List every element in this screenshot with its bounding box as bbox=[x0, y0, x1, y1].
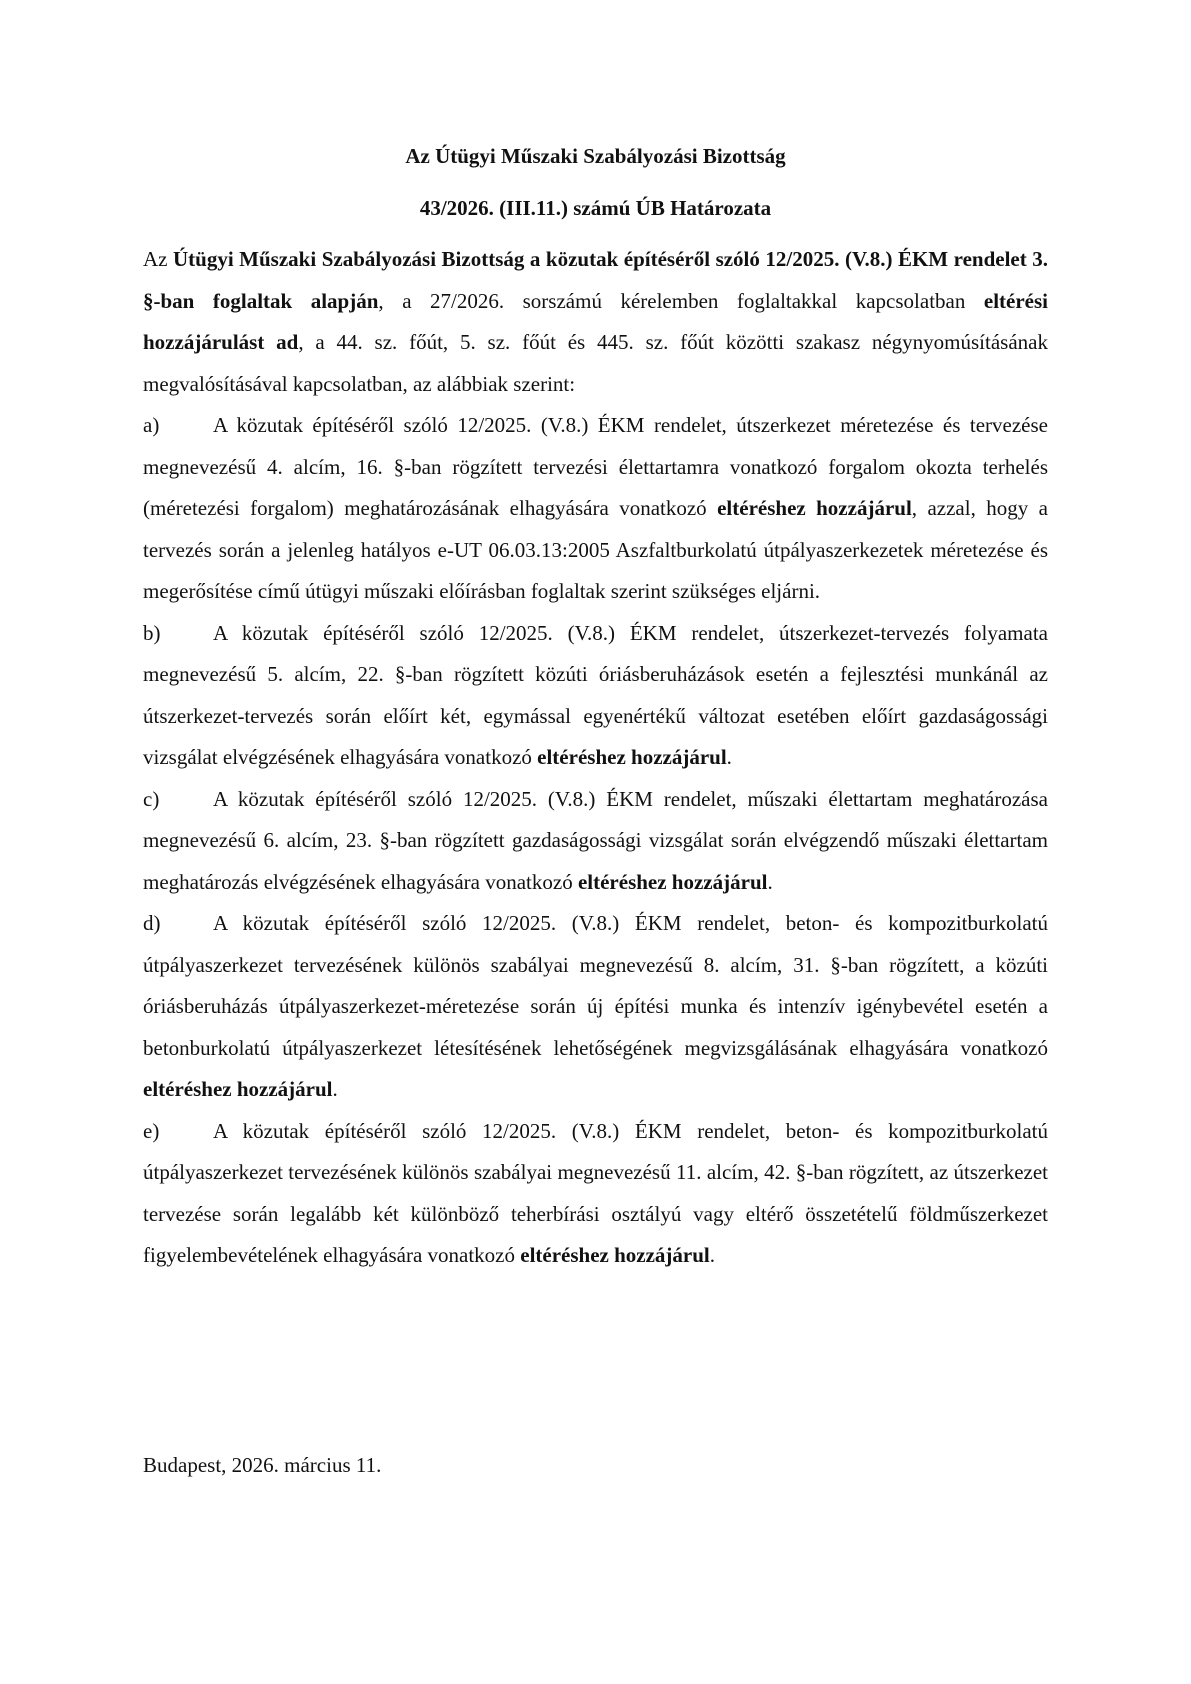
place-and-date: Budapest, 2026. március 11. bbox=[143, 1453, 382, 1477]
item-marker: a) bbox=[143, 413, 160, 437]
item-text: A közutak építéséről szóló 12/2025. (V.8.) ÉKM rendelet, műszaki élettartam meghatározása megnevezésű 6. alcím, 23. §-ban rögzített gazdaságossági vizsgálat során elvégzendő műszaki élettartam meghatározás elvégzésének elhagyására vonatkozó bbox=[143, 786, 1048, 894]
list-item bbox=[143, 779, 1048, 904]
document-title: Az Útügyi Műszaki Szabályozási Bizottság bbox=[405, 144, 786, 168]
intro-text-2: , a 27/2026. sorszámú kérelemben foglaltakkal kapcsolatban bbox=[378, 288, 984, 313]
item-text: A közutak építéséről szóló 12/2025. (V.8.) ÉKM rendelet, beton- és kompozitburkolatú útpályaszerkezet tervezésének különös szabályai megnevezésű 8. alcím, 31. §-ban rögzített, a közúti óriásberuházás útpályaszerkezet-méretezése során új építési munka és intenzív igénybevétel esetén a betonburkolatú útpályaszerkezet létesítésének lehetőségének megvizsgálásának elhagyására vonatkozó bbox=[143, 911, 1048, 1060]
decision-list bbox=[143, 405, 1048, 1277]
intro-text-3: , a 44. sz. főút, 5. sz. főút és 445. sz. főút közötti szakasz négynyomúsításának megvalósításával kapcsolatban, az alábbiak szerint: bbox=[143, 330, 1048, 396]
item-tail: . bbox=[709, 1243, 716, 1267]
item-text: A közutak építéséről szóló 12/2025. (V.8.) ÉKM rendelet, útszerkezet méretezése és tervezése megnevezésű 4. alcím, 16. §-ban rögzített tervezési élettartamra vonatkozó forgalom okozta terhelés (méretezési forgalom) meghatározásának elhagyására vonatkozó bbox=[143, 413, 1048, 520]
intro-text-1: Az bbox=[143, 247, 173, 271]
item-marker: d) bbox=[143, 911, 161, 935]
intro-paragraph bbox=[143, 239, 1048, 405]
resolution-number: 43/2026. (III.11.) számú ÚB Határozata bbox=[419, 196, 772, 220]
item-bold: eltéréshez hozzájárul bbox=[520, 1243, 710, 1267]
item-tail: . bbox=[332, 1077, 338, 1101]
list-item bbox=[143, 1111, 1048, 1277]
item-marker: e) bbox=[143, 1118, 160, 1143]
item-tail: . bbox=[726, 745, 732, 769]
item-marker: b) bbox=[143, 620, 161, 645]
list-item bbox=[143, 405, 1048, 613]
item-text: A közutak építéséről szóló 12/2025. (V.8.) ÉKM rendelet, beton- és kompozitburkolatú útpályaszerkezet tervezésének különös szabályai megnevezésű 11. alcím, 42. §-ban rögzített, az útszerkezet tervezése során legalább két különböző teherbírási osztályú vagy eltérő összetételű földműszerkezet figyelembevételének elhagyására vonatkozó bbox=[143, 1118, 1048, 1267]
list-item bbox=[143, 613, 1048, 779]
item-marker: c) bbox=[143, 786, 160, 811]
item-bold: eltéréshez hozzájárul bbox=[717, 496, 912, 520]
item-tail: . bbox=[767, 869, 773, 894]
item-bold: eltéréshez hozzájárul bbox=[537, 745, 727, 769]
item-tail: , azzal, hogy a tervezés során a jelenleg hatályos e-UT 06.03.13:2005 Aszfaltburkolatú útpályaszerkezetek méretezése és megerősítése című útügyi műszaki előírásban foglaltak szerint szükséges eljárni. bbox=[143, 496, 1048, 603]
item-text: A közutak építéséről szóló 12/2025. (V.8.) ÉKM rendelet, útszerkezet-tervezés folyamata megnevezésű 5. alcím, 22. §-ban rögzített közúti óriásberuházások esetén a fejlesztési munkánál az útszerkezet-tervezés során előírt két, egymással egyenértékű változat esetében előírt gazdaságossági vizsgálat elvégzésének elhagyására vonatkozó bbox=[143, 620, 1048, 769]
item-bold: eltéréshez hozzájárul bbox=[577, 869, 768, 894]
list-item bbox=[143, 903, 1048, 1111]
intro-bold-1: Útügyi Műszaki Szabályozási Bizottság a közutak építéséről szóló 12/2025. (V.8.) ÉKM rendelet 3. §-ban foglaltak alapján bbox=[143, 247, 1048, 313]
intro-bold-2: eltérési hozzájárulást ad bbox=[143, 288, 1049, 354]
item-bold: eltéréshez hozzájárul bbox=[143, 1077, 333, 1101]
